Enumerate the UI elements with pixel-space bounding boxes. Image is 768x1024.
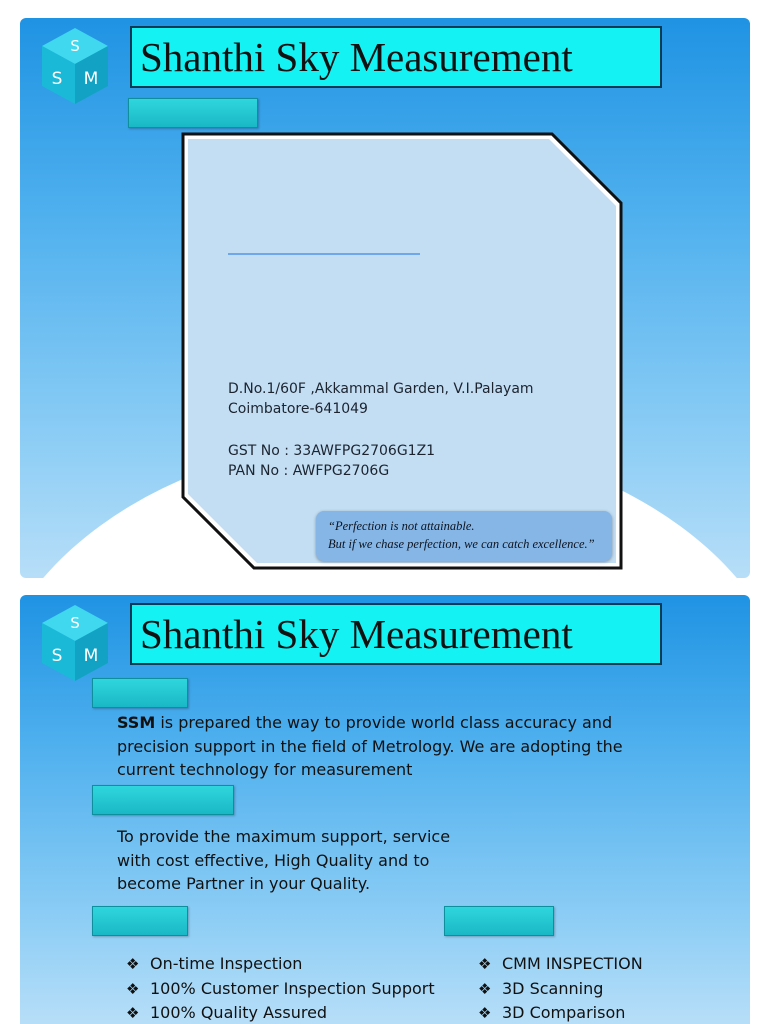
address-line-2: Coimbatore-641049 bbox=[228, 401, 368, 417]
services-list bbox=[478, 952, 643, 1024]
logo-letter-left: S bbox=[51, 646, 63, 666]
logo-letter-right: M bbox=[83, 646, 99, 666]
bullet-diamond-icon: ❖ bbox=[126, 955, 140, 973]
brand-name: SSM bbox=[117, 713, 156, 732]
logo-letter-top: S bbox=[70, 614, 80, 632]
slide-about bbox=[20, 595, 750, 1024]
bullet-diamond-icon: ❖ bbox=[126, 979, 140, 998]
bullet-diamond-icon: ❖ bbox=[478, 979, 492, 998]
features-list bbox=[126, 952, 435, 1024]
intro-paragraph bbox=[117, 711, 657, 782]
card-divider bbox=[228, 253, 420, 255]
mission-paragraph: To provide the maximum support, service with cost effective, High Quality and to become Partner in your Quality. bbox=[117, 827, 451, 893]
section-tab bbox=[128, 98, 258, 128]
section-tab-services bbox=[444, 906, 554, 936]
company-info-card bbox=[180, 131, 624, 571]
card-shape bbox=[180, 131, 624, 571]
quote-line-1: “Perfection is not attainable. bbox=[328, 519, 475, 533]
list-item: ❖ CMM INSPECTION bbox=[478, 952, 643, 977]
slide-company-details bbox=[20, 18, 750, 578]
quote-box bbox=[316, 511, 612, 561]
section-tab-features bbox=[92, 906, 188, 936]
intro-text: is prepared the way to provide world class accuracy and precision support in the field of Metrology. We are adopting the current technology for measurement bbox=[117, 713, 623, 779]
logo-letter-top: S bbox=[70, 37, 80, 55]
gst-number: GST No : 33AWFPG2706G1Z1 bbox=[228, 443, 436, 459]
address-line-1: D.No.1/60F ,Akkammal Garden, V.I.Palayam bbox=[228, 381, 534, 397]
pan-number: PAN No : AWFPG2706G bbox=[228, 463, 390, 479]
bullet-diamond-icon: ❖ bbox=[126, 1004, 140, 1022]
page-title: Shanthi Sky Measurement bbox=[130, 603, 662, 665]
list-item: ❖ 100% Quality Assured bbox=[126, 1001, 435, 1024]
list-item: ❖ 3D Comparison bbox=[478, 1001, 643, 1024]
quote-line-2: But if we chase perfection, we can catch excellence.” bbox=[328, 537, 595, 551]
bullet-diamond-icon: ❖ bbox=[478, 955, 492, 973]
page-title: Shanthi Sky Measurement bbox=[130, 26, 662, 88]
list-item: ❖ On-time Inspection bbox=[126, 952, 435, 977]
list-item: ❖ 3D Scanning bbox=[478, 977, 643, 1002]
section-tab-about bbox=[92, 678, 188, 708]
logo-letter-right: M bbox=[83, 69, 99, 89]
ssm-cube-logo-icon bbox=[40, 26, 110, 106]
list-item: ❖ 100% Customer Inspection Support bbox=[126, 977, 435, 1002]
logo-letter-left: S bbox=[51, 69, 63, 89]
bullet-diamond-icon: ❖ bbox=[478, 1004, 492, 1022]
section-tab-mission bbox=[92, 785, 234, 815]
ssm-cube-logo-icon bbox=[40, 603, 110, 683]
